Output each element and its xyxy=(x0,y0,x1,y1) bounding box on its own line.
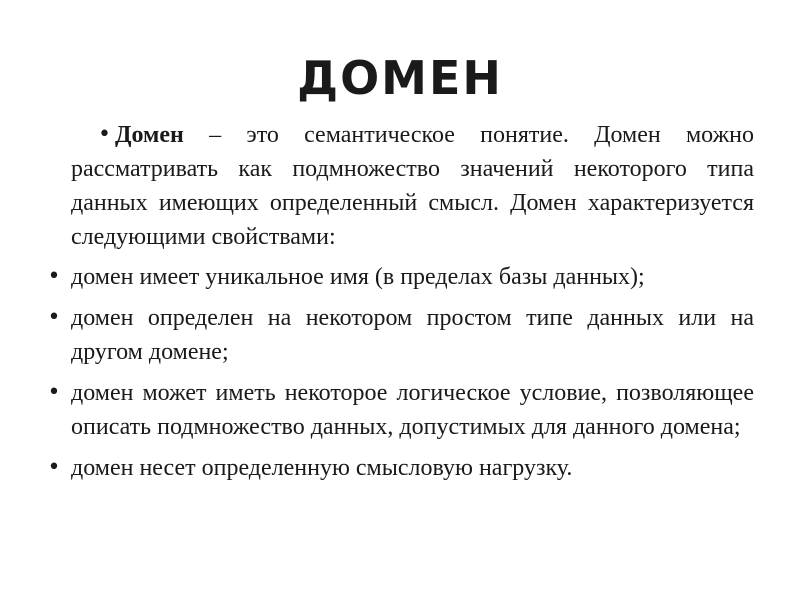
slide-body-list xyxy=(44,118,754,492)
list-item-text: домен определен на некотором простом типе данных или на другом домене; xyxy=(71,305,754,365)
list-item xyxy=(44,451,754,485)
bullet-icon: • xyxy=(47,455,61,480)
intro-term: Домен xyxy=(115,122,184,148)
intro-paragraph xyxy=(44,118,754,254)
list-item-text: домен может иметь некоторое логическое условие, позволяющее описать подмножество данных, допустимых для данного домена; xyxy=(71,380,754,440)
bullet-icon: • xyxy=(98,122,111,147)
intro-text: – это семантическое понятие. Домен можно рассматривать как подмножество значений некоторого типа данных имеющих определенный смысл. Домен характеризуется следующими свойствами: xyxy=(71,122,754,250)
list-item xyxy=(44,301,754,369)
list-item xyxy=(44,260,754,294)
bullet-icon: • xyxy=(47,380,61,405)
slide-title: ДОМЕН xyxy=(297,51,503,105)
list-item-text: домен имеет уникальное имя (в пределах базы данных); xyxy=(71,264,645,290)
list-item xyxy=(44,376,754,444)
list-item-text: домен несет определенную смысловую нагрузку. xyxy=(71,455,573,481)
bullet-icon: • xyxy=(47,264,61,289)
bullet-icon: • xyxy=(47,305,61,330)
